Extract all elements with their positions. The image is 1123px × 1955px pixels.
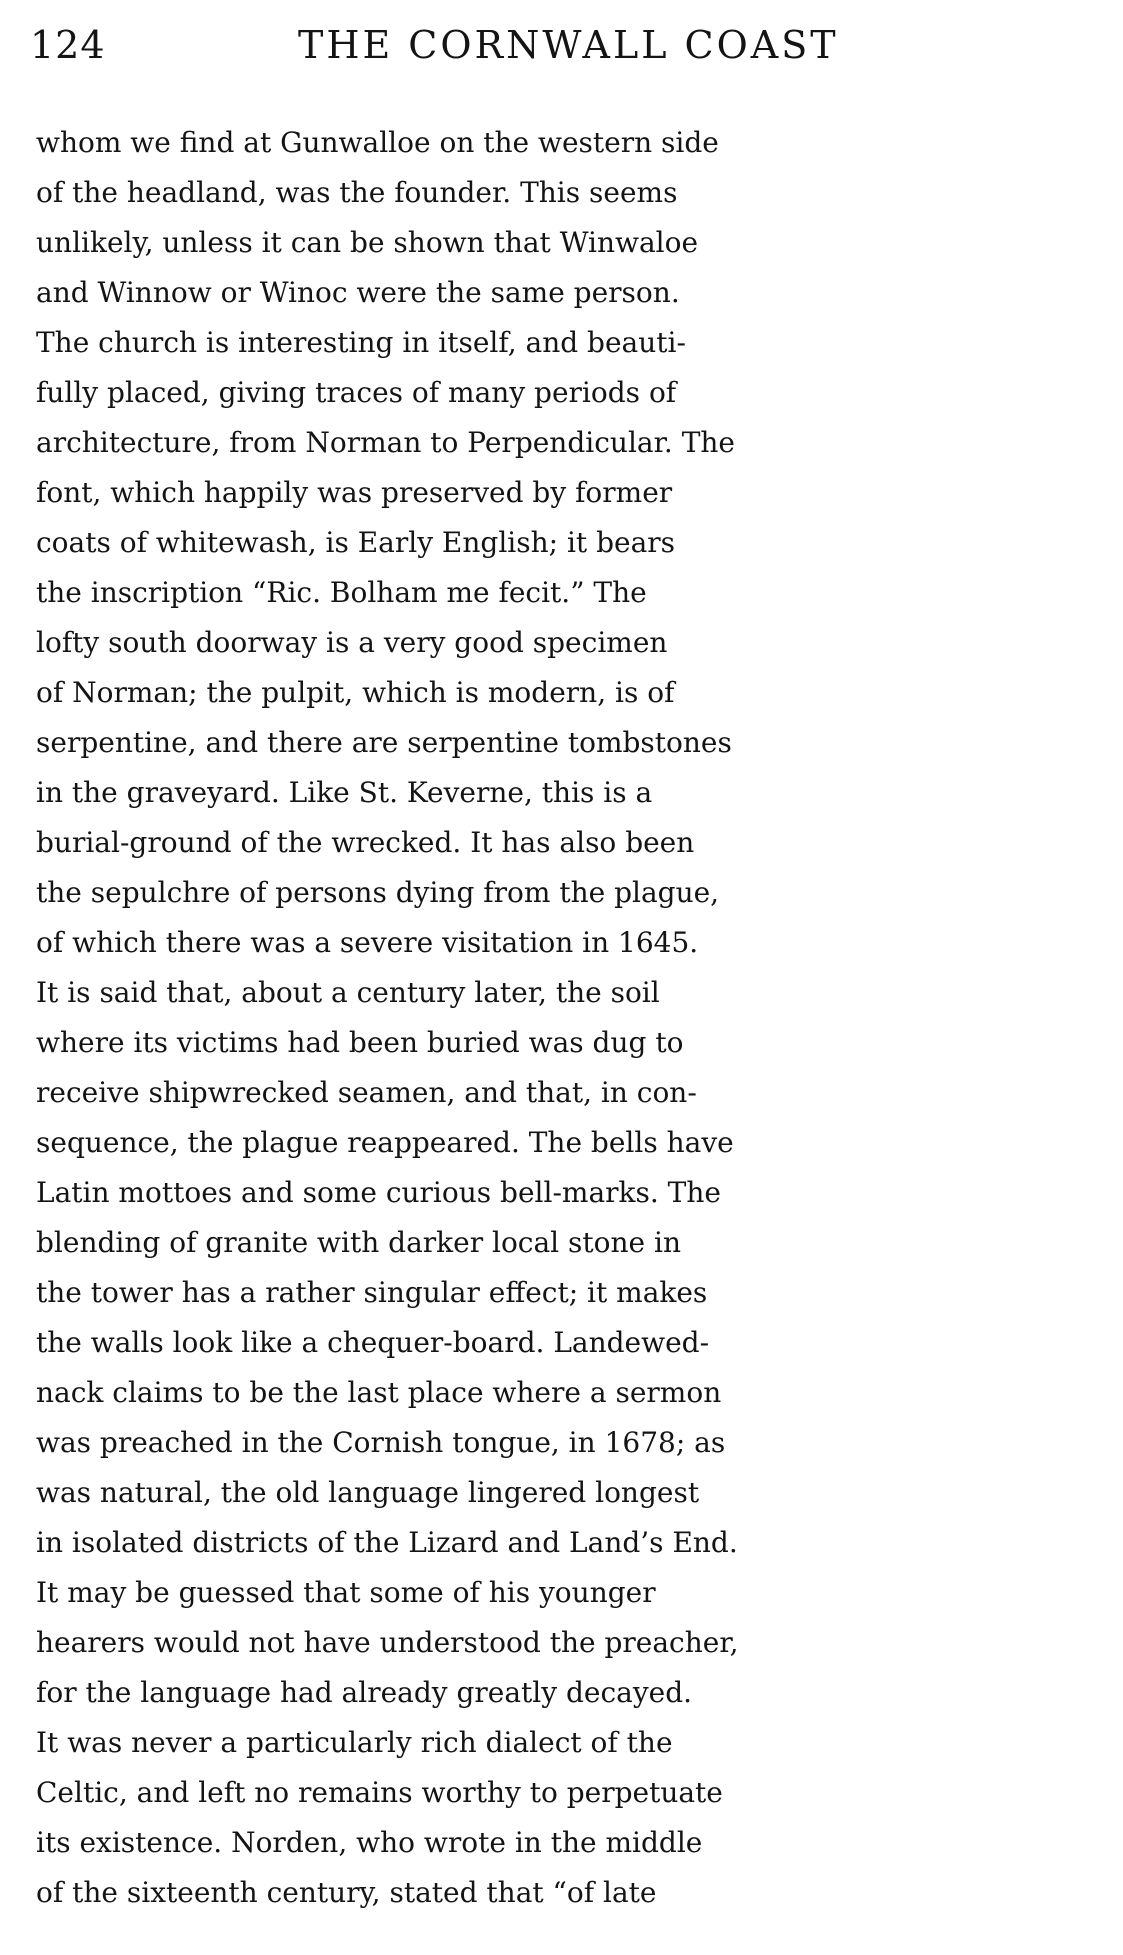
text-line: font, which happily was preserved by former <box>36 476 673 509</box>
text-line: of which there was a severe visitation in 1645. <box>36 926 699 959</box>
text-line: in isolated districts of the Lizard and Land’s End. <box>36 1526 738 1559</box>
text-line: coats of whitewash, is Early English; it bears <box>36 526 676 559</box>
text-line: It was never a particularly rich dialect of the <box>36 1726 673 1759</box>
text-line: the sepulchre of persons dying from the plague, <box>36 876 720 909</box>
text-line: unlikely, unless it can be shown that Winwaloe <box>36 226 699 259</box>
text-line: architecture, from Norman to Perpendicular. The <box>36 426 735 459</box>
text-line: of the sixteenth century, stated that “of late <box>36 1876 657 1909</box>
running-title: THE CORNWALL COAST <box>298 23 839 67</box>
text-line: was preached in the Cornish tongue, in 1678; as <box>36 1426 726 1459</box>
text-line: lofty south doorway is a very good specimen <box>36 626 668 659</box>
text-line: nack claims to be the last place where a sermon <box>36 1376 722 1409</box>
page-number: 124 <box>30 23 106 67</box>
text-line: the walls look like a chequer-board. Landewed- <box>36 1326 710 1359</box>
body-text <box>36 118 1090 1918</box>
text-line: in the graveyard. Like St. Keverne, this is a <box>36 776 653 809</box>
text-line: where its victims had been buried was dug to <box>36 1026 684 1059</box>
text-line: of the headland, was the founder. This seems <box>36 176 678 209</box>
text-line: whom we find at Gunwalloe on the western side <box>36 126 719 159</box>
text-line: fully placed, giving traces of many periods of <box>36 376 677 409</box>
text-line: It may be guessed that some of his younger <box>36 1576 656 1609</box>
text-line: receive shipwrecked seamen, and that, in con- <box>36 1076 697 1109</box>
text-line: blending of granite with darker local stone in <box>36 1226 681 1259</box>
text-line: sequence, the plague reappeared. The bells have <box>36 1126 734 1159</box>
text-line: the inscription “Ric. Bolham me fecit.” The <box>36 576 647 609</box>
text-line: the tower has a rather singular effect; it makes <box>36 1276 708 1309</box>
text-line: The church is interesting in itself, and beauti- <box>36 326 686 359</box>
text-line: its existence. Norden, who wrote in the middle <box>36 1826 703 1859</box>
text-line: serpentine, and there are serpentine tombstones <box>36 726 732 759</box>
text-line: It is said that, about a century later, the soil <box>36 976 660 1009</box>
text-line: was natural, the old language lingered longest <box>36 1476 700 1509</box>
text-line: of Norman; the pulpit, which is modern, is of <box>36 676 675 709</box>
text-line: for the language had already greatly decayed. <box>36 1676 693 1709</box>
text-line: hearers would not have understood the preacher, <box>36 1626 739 1659</box>
text-line: Celtic, and left no remains worthy to perpetuate <box>36 1776 723 1809</box>
text-line: and Winnow or Winoc were the same person. <box>36 276 680 309</box>
text-line: Latin mottoes and some curious bell-marks. The <box>36 1176 721 1209</box>
running-head <box>30 20 1090 70</box>
text-line: burial-ground of the wrecked. It has also been <box>36 826 695 859</box>
